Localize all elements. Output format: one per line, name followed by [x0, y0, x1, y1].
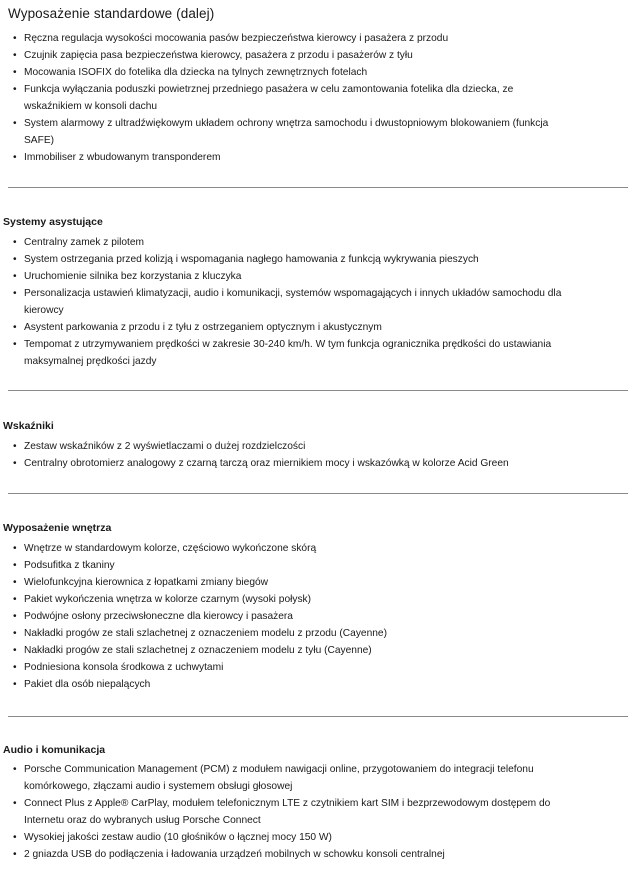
- list-item: [0, 47, 635, 64]
- list-item: [0, 285, 635, 319]
- list-item-text: 2 gniazda USB do podłączenia i ładowania urządzeń mobilnych w schowku konsoli centralnej: [24, 849, 445, 860]
- list-item-text: Funkcja wyłączania poduszki powietrznej przedniego pasażera w celu zamontowania fotelika dla dziecka, ze: [24, 84, 514, 95]
- list-item-text: wskaźnikiem w konsoli dachu: [24, 101, 158, 112]
- list-item-text: Connect Plus z Apple® CarPlay, modułem telefonicznym LTE z czytnikiem kart SIM i bezprzewodowym dostępem do: [24, 798, 551, 809]
- list-item: [0, 438, 635, 455]
- list-item-text: System alarmowy z ultradźwiękowym układem ochrony wnętrza samochodu i dwustopniowym blokowaniem (funkcja: [24, 118, 549, 129]
- bullet-icon: •: [13, 594, 17, 605]
- section-0-list: [0, 30, 635, 166]
- list-item: [0, 625, 635, 642]
- bullet-icon: •: [13, 322, 17, 333]
- section-3-list: [0, 540, 635, 693]
- section-4-list: [0, 761, 635, 863]
- divider: [8, 390, 628, 391]
- bullet-icon: •: [13, 798, 17, 809]
- list-item-text: kierowcy: [24, 305, 64, 316]
- bullet-icon: •: [13, 152, 17, 163]
- bullet-icon: •: [13, 271, 17, 282]
- list-item-text: Mocowania ISOFIX do fotelika dla dziecka na tylnych zewnętrznych fotelach: [24, 67, 368, 78]
- list-item: [0, 268, 635, 285]
- bullet-icon: •: [13, 645, 17, 656]
- list-item: [0, 846, 635, 863]
- list-item-text: Centralny zamek z pilotem: [24, 237, 145, 248]
- list-item-text: Ręczna regulacja wysokości mocowania pasów bezpieczeństwa kierowcy i pasażera z przodu: [24, 33, 449, 44]
- list-item-text: Immobiliser z wbudowanym transponderem: [24, 152, 221, 163]
- section-heading-wyposazenie-wnetrza: Wyposażenie wnętrza: [3, 522, 112, 534]
- bullet-icon: •: [13, 339, 17, 350]
- list-item-text: maksymalnej prędkości jazdy: [24, 356, 157, 367]
- section-1-list: [0, 234, 635, 370]
- bullet-icon: •: [13, 849, 17, 860]
- bullet-icon: •: [13, 288, 17, 299]
- list-item-text: Czujnik zapięcia pasa bezpieczeństwa kierowcy, pasażera z przodu i pasażerów z tyłu: [24, 50, 413, 61]
- bullet-icon: •: [13, 458, 17, 469]
- list-item: [0, 234, 635, 251]
- list-item: [0, 761, 635, 795]
- list-item-text: Wnętrze w standardowym kolorze, częściowo wykończone skórą: [24, 543, 317, 554]
- divider: [8, 716, 628, 717]
- list-item-text: Uruchomienie silnika bez korzystania z kluczyka: [24, 271, 242, 282]
- bullet-icon: •: [13, 662, 17, 673]
- list-item: [0, 149, 635, 166]
- list-item: [0, 557, 635, 574]
- list-item-text: Podsufitka z tkaniny: [24, 560, 115, 571]
- list-item: [0, 591, 635, 608]
- bullet-icon: •: [13, 67, 17, 78]
- list-item: [0, 115, 635, 149]
- list-item-text: Nakładki progów ze stali szlachetnej z oznaczeniem modelu z przodu (Cayenne): [24, 628, 387, 639]
- list-item: [0, 574, 635, 591]
- list-item: [0, 336, 635, 370]
- list-item: [0, 676, 635, 693]
- list-item: [0, 30, 635, 47]
- list-item: [0, 540, 635, 557]
- list-item-text: Asystent parkowania z przodu i z tyłu z ostrzeganiem optycznym i akustycznym: [24, 322, 382, 333]
- bullet-icon: •: [13, 832, 17, 843]
- section-heading-audio-i-komunikacja: Audio i komunikacja: [3, 744, 106, 756]
- section-heading-wskazniki: Wskaźniki: [3, 420, 54, 432]
- list-item-text: Internetu oraz do wybranych usług Porsche Connect: [24, 815, 261, 826]
- bullet-icon: •: [13, 577, 17, 588]
- bullet-icon: •: [13, 764, 17, 775]
- bullet-icon: •: [13, 441, 17, 452]
- section-heading-systemy-asystujace: Systemy asystujące: [3, 216, 103, 228]
- list-item: [0, 64, 635, 81]
- list-item-text: System ostrzegania przed kolizją i wspomagania nagłego hamowania z funkcją wykrywania pieszych: [24, 254, 479, 265]
- bullet-icon: •: [13, 560, 17, 571]
- list-item-text: Wysokiej jakości zestaw audio (10 głośników o łącznej mocy 150 W): [24, 832, 332, 843]
- list-item: [0, 608, 635, 625]
- bullet-icon: •: [13, 543, 17, 554]
- bullet-icon: •: [13, 254, 17, 265]
- list-item-text: Centralny obrotomierz analogowy z czarną tarczą oraz miernikiem mocy i wskazówką w kolorze Acid Green: [24, 458, 509, 469]
- list-item: [0, 81, 635, 115]
- bullet-icon: •: [13, 50, 17, 61]
- list-item-text: Nakładki progów ze stali szlachetnej z oznaczeniem modelu z tyłu (Cayenne): [24, 645, 372, 656]
- list-item: [0, 455, 635, 472]
- list-item-text: Zestaw wskaźników z 2 wyświetlaczami o dużej rozdzielczości: [24, 441, 306, 452]
- list-item: [0, 795, 635, 829]
- list-item-text: Personalizacja ustawień klimatyzacji, audio i komunikacji, systemów wspomagających i innych układów samochodu dla: [24, 288, 562, 299]
- list-item-text: Pakiet wykończenia wnętrza w kolorze czarnym (wysoki połysk): [24, 594, 312, 605]
- bullet-icon: •: [13, 628, 17, 639]
- list-item: [0, 659, 635, 676]
- list-item: [0, 642, 635, 659]
- bullet-icon: •: [13, 33, 17, 44]
- divider: [8, 493, 628, 494]
- divider: [8, 187, 628, 188]
- bullet-icon: •: [13, 84, 17, 95]
- page-title: Wyposażenie standardowe (dalej): [8, 6, 215, 21]
- list-item-text: Podwójne osłony przeciwsłoneczne dla kierowcy i pasażera: [24, 611, 293, 622]
- bullet-icon: •: [13, 237, 17, 248]
- list-item-text: Pakiet dla osób niepalących: [24, 679, 151, 690]
- bullet-icon: •: [13, 118, 17, 129]
- section-2-list: [0, 438, 635, 472]
- list-item-text: Wielofunkcyjna kierownica z łopatkami zmiany biegów: [24, 577, 269, 588]
- list-item: [0, 829, 635, 846]
- list-item-text: SAFE): [24, 135, 55, 146]
- list-item: [0, 319, 635, 336]
- list-item: [0, 251, 635, 268]
- list-item-text: Porsche Communication Management (PCM) z modułem nawigacji online, przygotowaniem do integracji telefonu: [24, 764, 534, 775]
- list-item-text: Podniesiona konsola środkowa z uchwytami: [24, 662, 224, 673]
- bullet-icon: •: [13, 679, 17, 690]
- list-item-text: komórkowego, złączami audio i systemem obsługi głosowej: [24, 781, 293, 792]
- bullet-icon: •: [13, 611, 17, 622]
- list-item-text: Tempomat z utrzymywaniem prędkości w zakresie 30-240 km/h. W tym funkcja ogranicznika prędkości do ustawiania: [24, 339, 552, 350]
